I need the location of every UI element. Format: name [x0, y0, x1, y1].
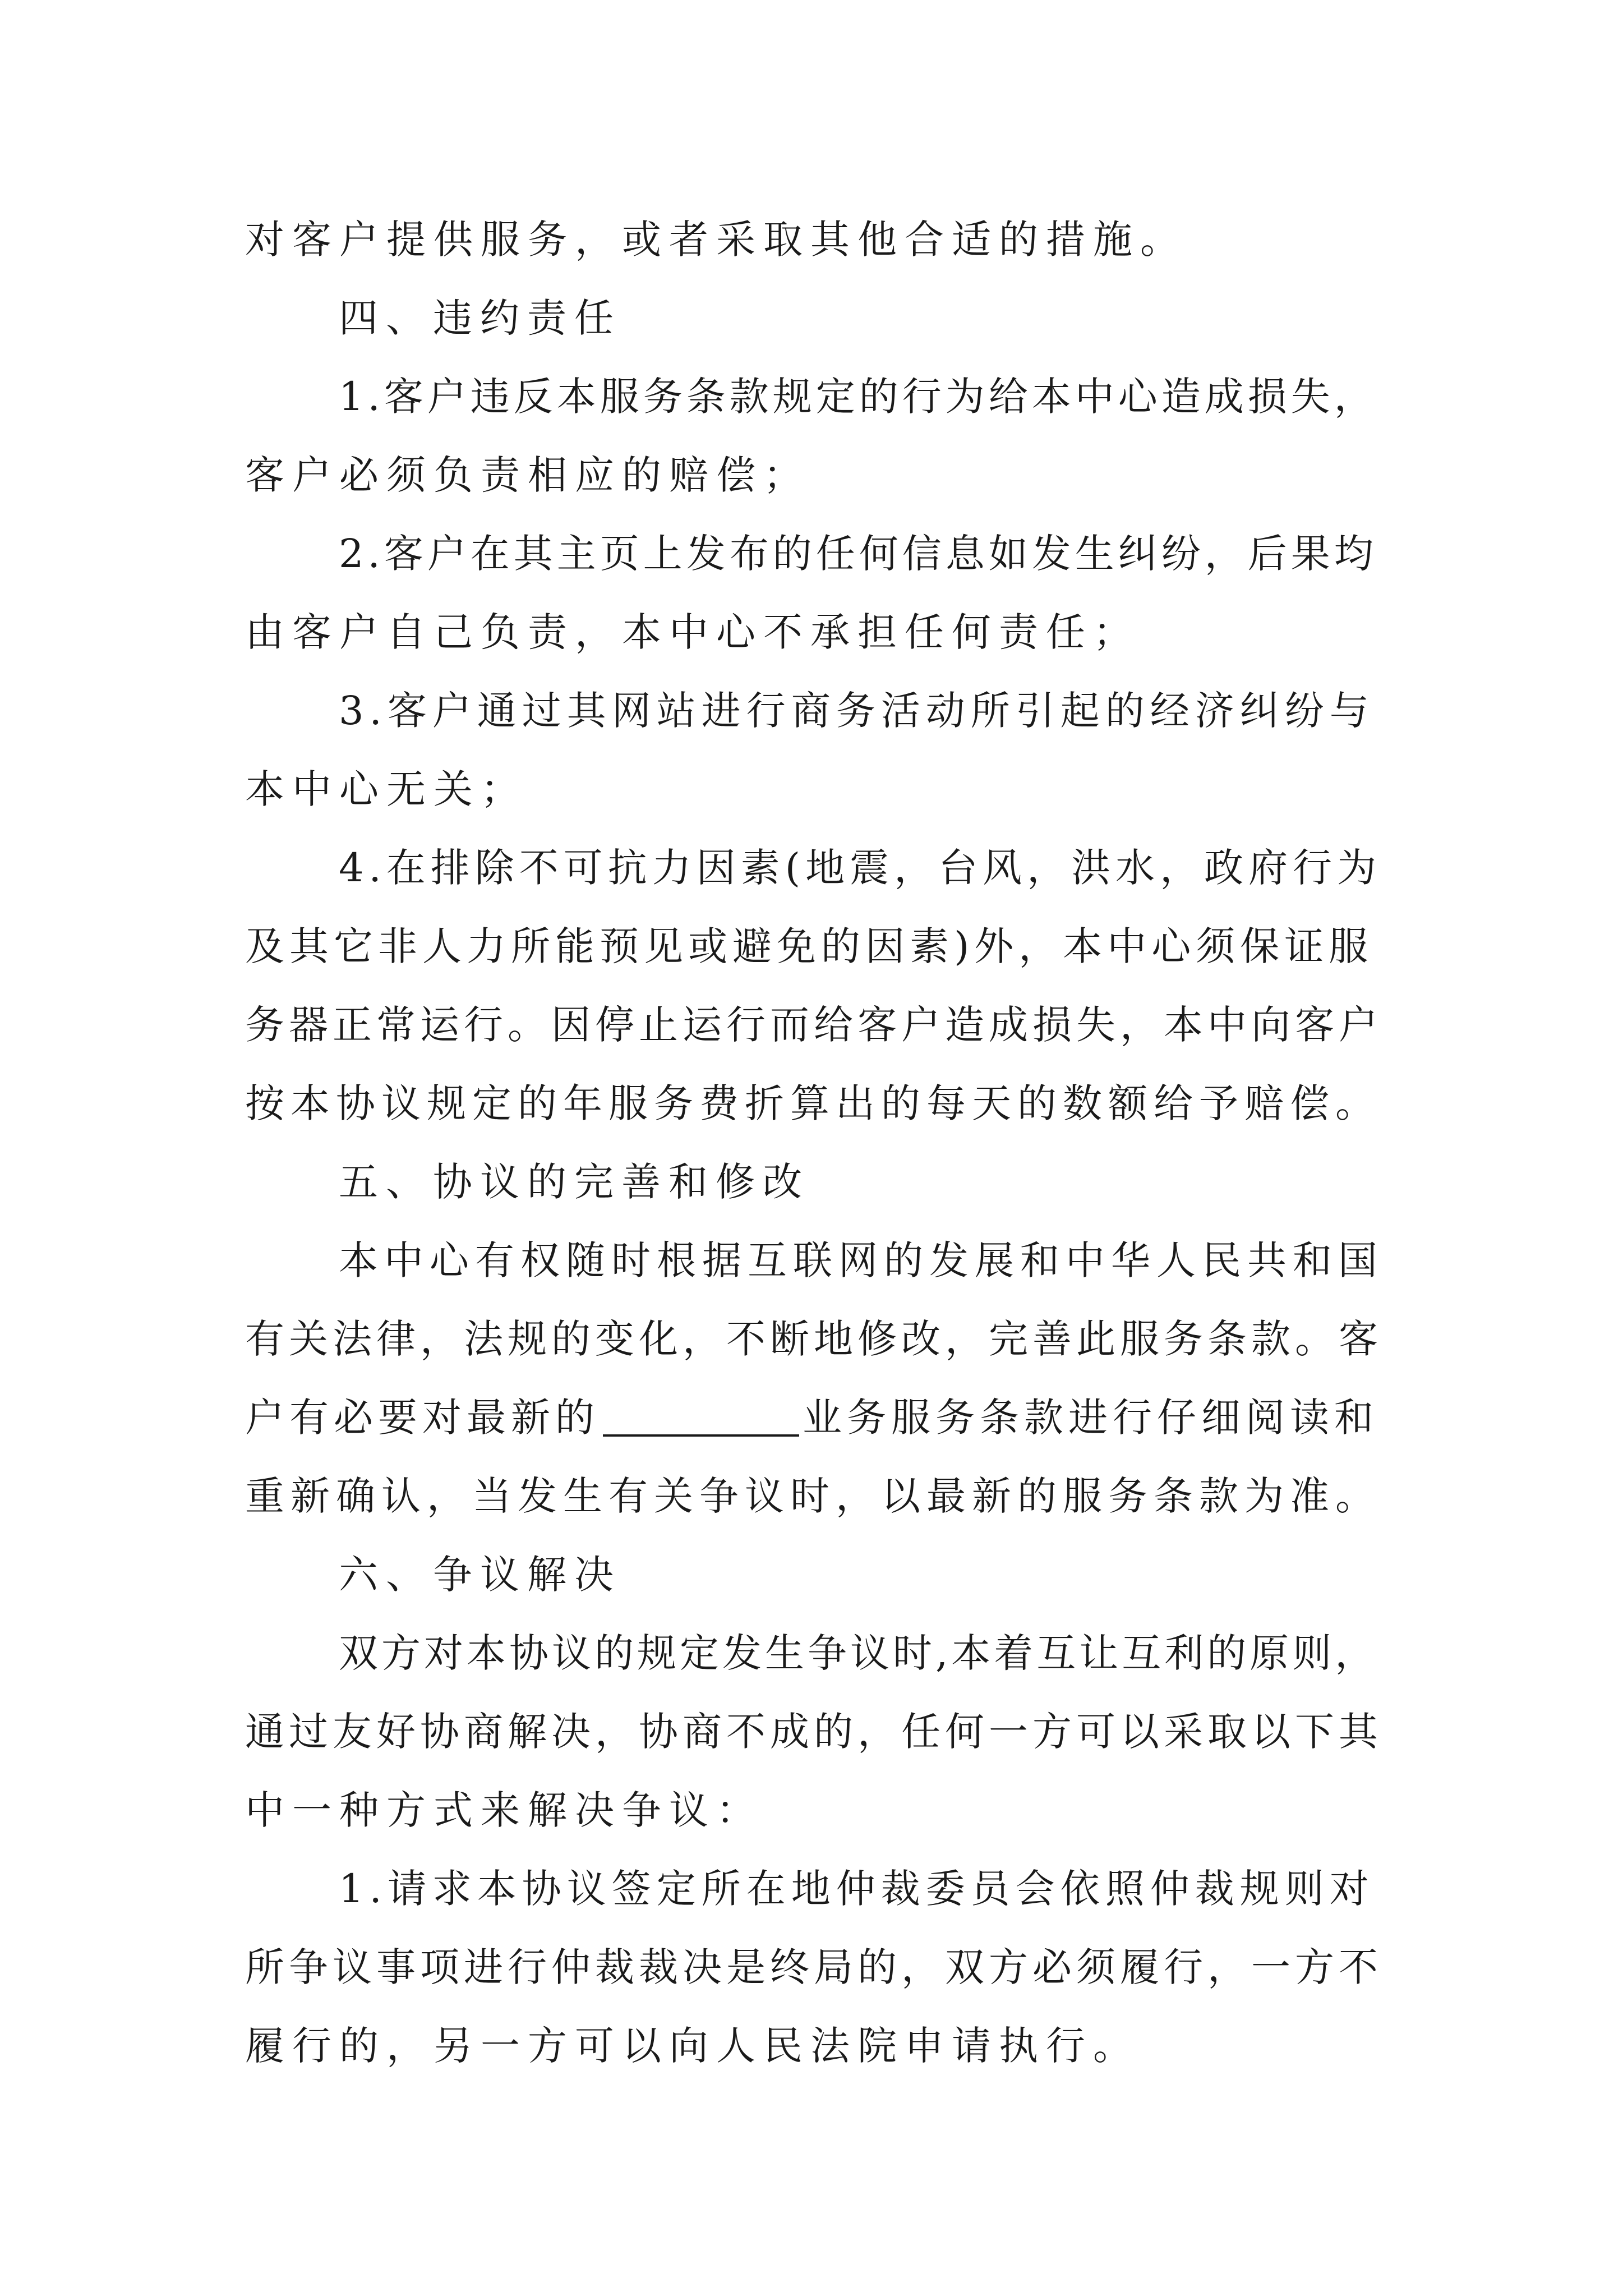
text-segment: 户有必要对最新的: [245, 1395, 600, 1441]
section-heading: 四、违约责任: [339, 295, 621, 341]
text-line: 1.请求本协议签定所在地仲裁委员会依照仲裁规则对: [339, 1866, 1375, 1912]
text-segment: 业务服务条款进行仔细阅读和: [803, 1395, 1378, 1441]
text-line: 履行的，另一方可以向人民法院申请执行。: [245, 2023, 1140, 2069]
text-line: 所争议事项进行仲裁裁决是终局的，双方必须履行，一方不: [245, 1944, 1382, 1990]
text-line: 本中心有权随时根据互联网的发展和中华人民共和国: [339, 1237, 1384, 1283]
section-heading: 六、争议解决: [339, 1552, 621, 1598]
text-line-with-blank: [245, 1378, 1378, 1457]
text-line: 有关法律，法规的变化，不断地修改，完善此服务条款。客: [245, 1316, 1382, 1362]
text-line: 客户必须负责相应的赔偿；: [245, 452, 810, 498]
text-line: 通过友好协商解决，协商不成的，任何一方可以采取以下其: [245, 1709, 1382, 1755]
text-line: 1.客户违反本服务条款规定的行为给本中心造成损失，: [339, 374, 1377, 420]
text-line: 及其它非人力所能预见或避免的因素)外，本中心须保证服: [245, 923, 1373, 969]
text-line: 重新确认，当发生有关争议时，以最新的服务条款为准。: [245, 1473, 1381, 1519]
text-line: 中一种方式来解决争议：: [245, 1787, 763, 1833]
text-line: 3.客户通过其网站进行商务活动所引起的经济纠纷与: [339, 688, 1375, 734]
text-line: 2.客户在其主页上发布的任何信息如发生纠纷，后果均: [339, 531, 1377, 577]
text-line: 务器正常运行。因停止运行而给客户造成损失，本中向客户: [245, 1002, 1382, 1048]
text-line: 由客户自己负责，本中心不承担任何责任；: [245, 609, 1140, 655]
text-line: 对客户提供服务，或者采取其他合适的措施。: [245, 217, 1187, 263]
fill-in-blank: [603, 1432, 799, 1437]
text-line: 按本协议规定的年服务费折算出的每天的数额给予赔偿。: [245, 1080, 1381, 1126]
text-line: 本中心无关；: [245, 766, 528, 812]
section-heading: 五、协议的完善和修改: [339, 1159, 810, 1205]
text-line: 4.在排除不可抗力因素(地震，台风，洪水，政府行为: [339, 845, 1382, 891]
text-line: 双方对本协议的规定发生争议时,本着互让互利的原则，: [339, 1630, 1378, 1676]
